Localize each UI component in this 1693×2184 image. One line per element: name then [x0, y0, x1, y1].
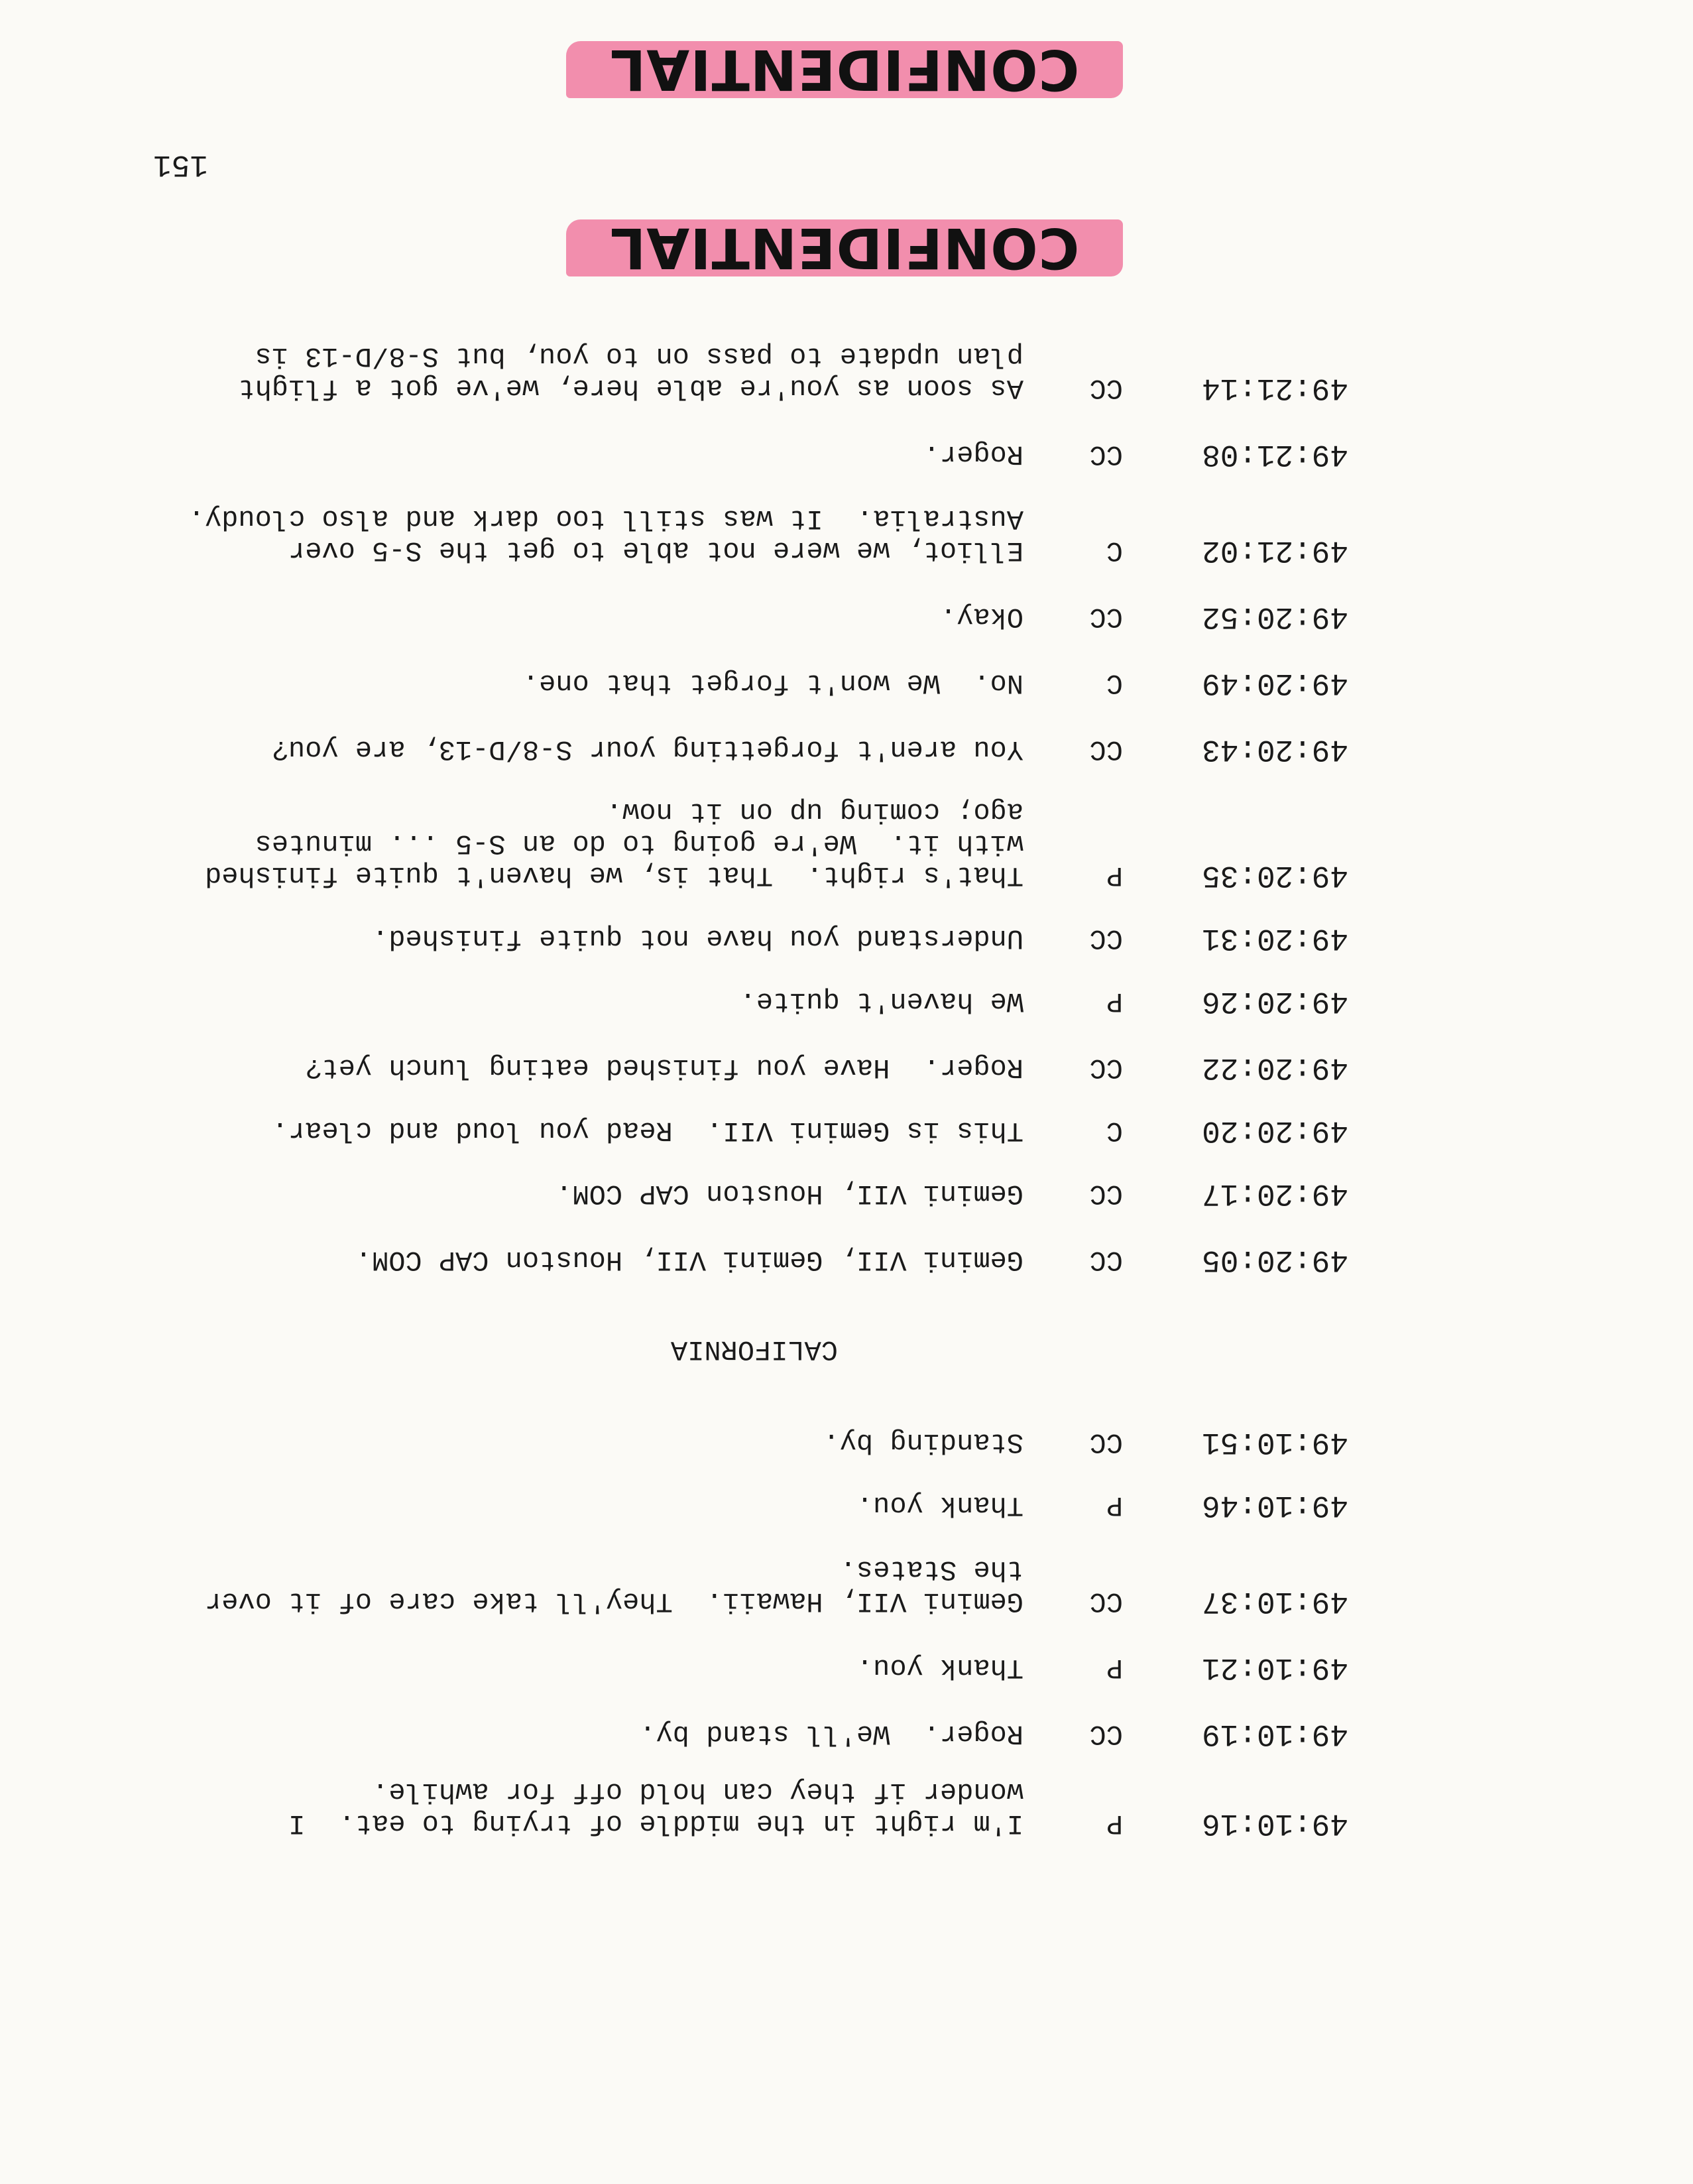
entry-text: This is Gemini VII. Read you loud and clear. — [271, 1115, 1023, 1146]
entry-speaker: CC — [1089, 601, 1123, 633]
entry-timestamp: 49:10:51 — [1202, 1425, 1348, 1459]
entry-timestamp: 49:21:08 — [1202, 437, 1348, 471]
entry-speaker: CC — [1089, 1426, 1123, 1458]
entry-text: Roger. — [923, 438, 1023, 470]
entry-speaker: CC — [1089, 438, 1123, 470]
entry-timestamp: 49:10:16 — [1202, 1806, 1348, 1841]
entry-text: That's right. That is, we haven't quite finished with it. We're going to do an S-5 ... minutes ago; coming up on it now. — [204, 796, 1023, 891]
entry-text: Roger. We'll stand by. — [639, 1718, 1023, 1750]
entry-timestamp: 49:20:35 — [1202, 858, 1348, 892]
entry-text: I'm right in the middle of trying to eat. I wonder if they can hold off for awhile. — [288, 1776, 1023, 1839]
entry-speaker: CC — [1089, 1718, 1123, 1750]
entry-timestamp: 49:20:20 — [1202, 1113, 1348, 1148]
entry-text: Standing by. — [823, 1426, 1023, 1458]
entry-speaker: CC — [1089, 372, 1123, 404]
entry-timestamp: 49:21:02 — [1202, 533, 1348, 568]
entry-text: Understand you have not quite finished. — [372, 922, 1023, 954]
entry-timestamp: 49:20:05 — [1202, 1243, 1348, 1277]
entry-speaker: P — [1106, 1489, 1123, 1521]
entry-timestamp: 49:10:19 — [1202, 1717, 1348, 1751]
entry-speaker: P — [1106, 1652, 1123, 1683]
entry-text: As soon as you're able here, we've got a flight plan update to pass on to you, but S-8/D-13 is — [238, 340, 1023, 404]
entry-speaker: CC — [1089, 1585, 1123, 1617]
entry-text: Okay. — [939, 601, 1023, 633]
entry-speaker: P — [1106, 1807, 1123, 1839]
entry-text: Thank you. — [856, 1489, 1023, 1521]
entry-timestamp: 49:20:17 — [1202, 1176, 1348, 1211]
entry-speaker: P — [1106, 859, 1123, 891]
entry-text: Gemini VII, Houston CAP COM. — [555, 1178, 1023, 1209]
entry-text: Elliot, we were not able to get the S-5 over Australia. It was still too dark and also cloudy. — [188, 503, 1023, 566]
entry-speaker: CC — [1089, 1244, 1123, 1276]
entry-text: No. We won't forget that one. — [522, 667, 1023, 699]
entry-timestamp: 49:10:37 — [1202, 1584, 1348, 1618]
entry-speaker: C — [1106, 1115, 1123, 1146]
entry-text: Gemini VII, Gemini VII, Houston CAP COM. — [355, 1244, 1023, 1276]
entry-timestamp: 49:20:49 — [1202, 666, 1348, 700]
confidential-stamp-bottom: CONFIDENTIAL — [559, 214, 1130, 284]
entry-timestamp: 49:20:22 — [1202, 1050, 1348, 1085]
entry-speaker: CC — [1089, 733, 1123, 765]
entry-text: Roger. Have you finished eating lunch yet? — [305, 1052, 1023, 1083]
entry-speaker: P — [1106, 985, 1123, 1017]
entry-timestamp: 49:10:21 — [1202, 1650, 1348, 1685]
entry-text: We haven't quite. — [739, 985, 1023, 1017]
entry-timestamp: 49:10:46 — [1202, 1488, 1348, 1522]
entry-timestamp: 49:20:52 — [1202, 599, 1348, 634]
entry-text: Gemini VII, Hawaii. They'll take care of it over the States. — [204, 1553, 1023, 1617]
entry-speaker: CC — [1089, 1178, 1123, 1209]
entry-timestamp: 49:20:43 — [1202, 732, 1348, 766]
entry-speaker: C — [1106, 667, 1123, 699]
entry-timestamp: 49:20:26 — [1202, 984, 1348, 1018]
entry-text: You aren't forgetting your S-8/D-13, are you? — [271, 733, 1023, 765]
entry-timestamp: 49:21:14 — [1202, 371, 1348, 405]
entry-speaker: CC — [1089, 922, 1123, 954]
entry-timestamp: 49:20:31 — [1202, 921, 1348, 955]
entry-speaker: CC — [1089, 1052, 1123, 1083]
section-heading: CALIFORNIA — [670, 1333, 838, 1365]
page-number: 151 — [153, 147, 208, 182]
entry-speaker: C — [1106, 534, 1123, 566]
confidential-stamp-top: CONFIDENTIAL — [559, 36, 1130, 106]
entry-text: Thank you. — [856, 1652, 1023, 1683]
